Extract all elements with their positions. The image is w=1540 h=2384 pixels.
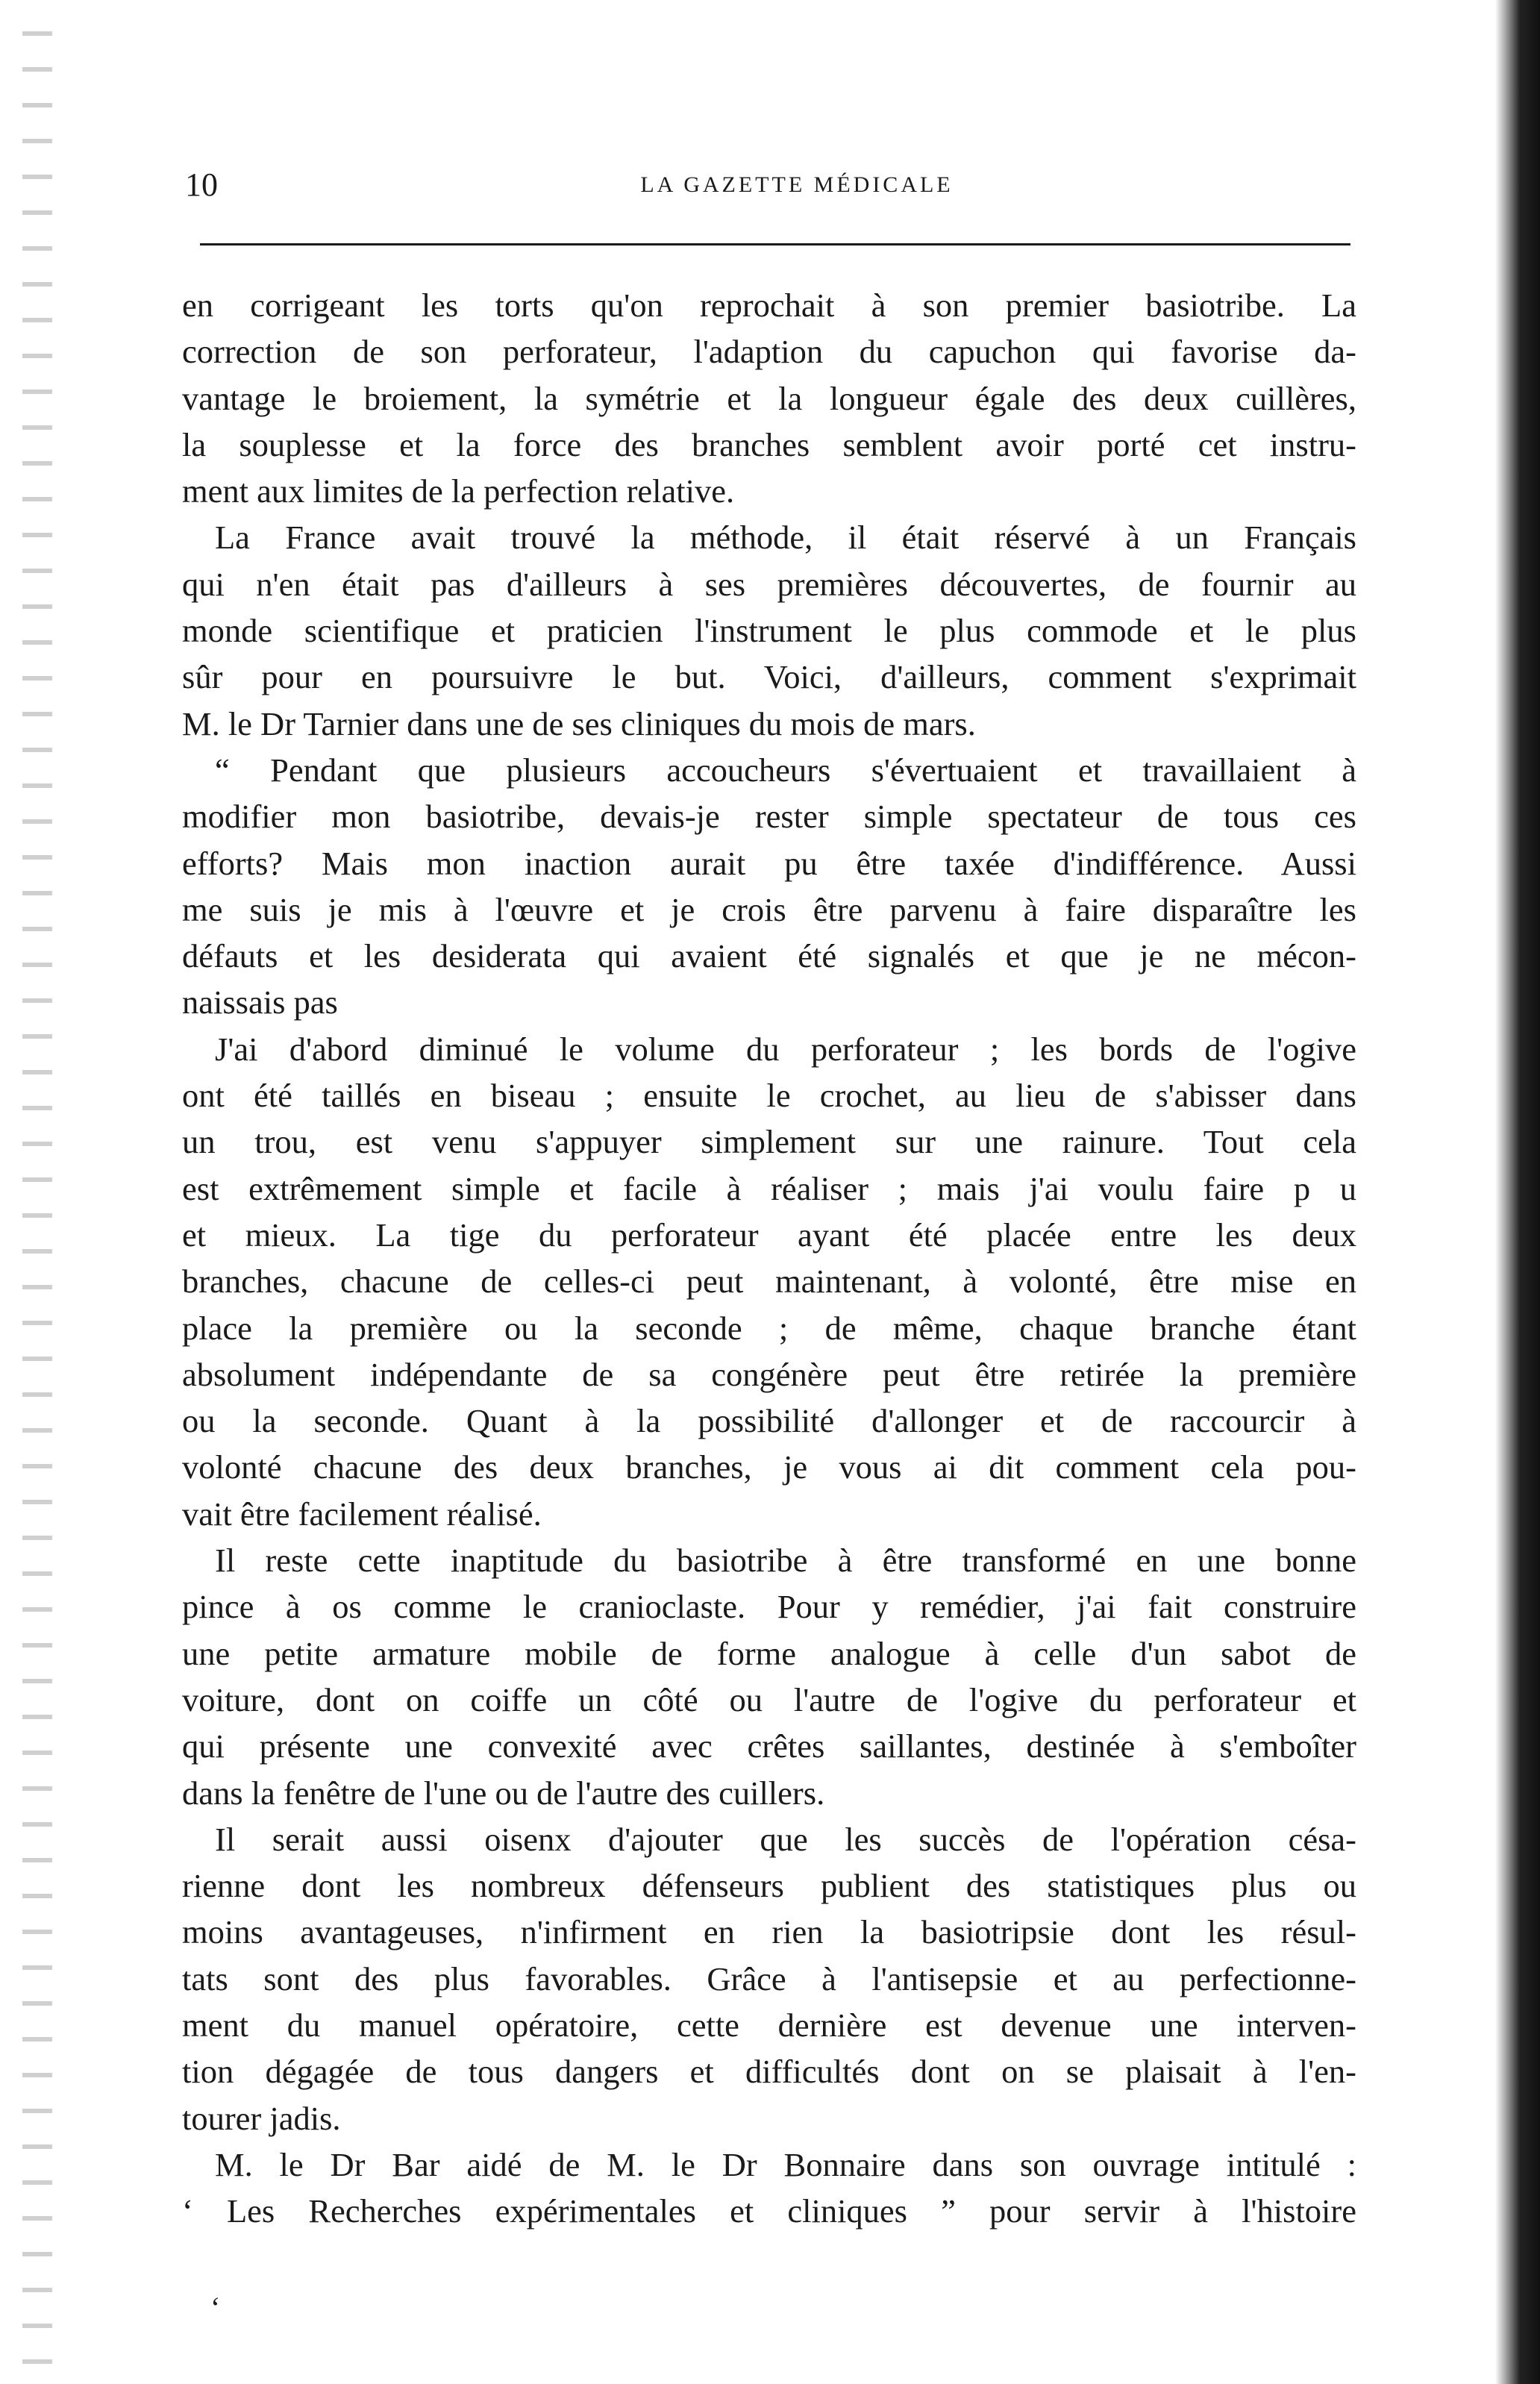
text-line: monde scientifique et praticien l'instrument le plus commode et le plus [182, 612, 1356, 650]
text-line: pince à os comme le cranioclaste. Pour y remédier, j'ai fait construire [182, 1588, 1356, 1626]
text-line: place la première ou la seconde ; de même, chaque branche étant [182, 1309, 1356, 1347]
text-line: branches, chacune de celles-ci peut maintenant, à volonté, être mise en [182, 1263, 1356, 1301]
text-line: tats sont des plus favorables. Grâce à l'antisepsie et au perfectionne- [182, 1959, 1356, 1997]
text-line: ment aux limites de la perfection relative. [182, 472, 735, 510]
paragraph [182, 1816, 1356, 2141]
body-text [182, 282, 1356, 2234]
paragraph [182, 747, 1356, 1026]
text-line: vait être facilement réalisé. [182, 1495, 542, 1533]
text-line: et mieux. La tige du perforateur ayant été placée entre les deux [182, 1216, 1356, 1254]
text-line: un trou, est venu s'appuyer simplement sur une rainure. Tout cela [182, 1123, 1356, 1161]
text-line: qui présente une convexité avec crêtes saillantes, destinée à s'emboîter [182, 1727, 1356, 1765]
text-line: une petite armature mobile de forme analogue à celle d'un sabot de [182, 1634, 1356, 1672]
text-line: M. le Dr Tarnier dans une de ses cliniques du mois de mars. [182, 704, 976, 742]
paragraph [182, 1537, 1356, 1816]
text-line: modifier mon basiotribe, devais-je rester simple spectateur de tous ces [182, 798, 1356, 836]
paragraph [182, 282, 1356, 514]
text-line: ment du manuel opératoire, cette dernière est devenue une interven- [182, 2006, 1356, 2044]
text-line: me suis je mis à l'œuvre et je crois être parvenu à faire disparaître les [182, 890, 1356, 928]
text-line: est extrêmement simple et facile à réaliser ; mais j'ai voulu faire p u [182, 1169, 1356, 1207]
text-line: qui n'en était pas d'ailleurs à ses premières découvertes, de fournir au [182, 565, 1356, 603]
text-line: rienne dont les nombreux défenseurs publient des statistiques plus ou [182, 1867, 1356, 1905]
text-line: défauts et les desiderata qui avaient été signalés et que je ne mécon- [182, 937, 1356, 975]
paragraph [182, 2141, 1356, 2235]
text-line: Il serait aussi oisenx d'ajouter que les succès de l'opération césa- [215, 1820, 1356, 1858]
page-number: 10 [185, 166, 218, 203]
text-line: la souplesse et la force des branches semblent avoir porté cet instru- [182, 425, 1356, 463]
page-header [185, 163, 1349, 207]
paragraph [182, 1026, 1356, 1537]
text-line: ou la seconde. Quant à la possibilité d'allonger et de raccourcir à [182, 1402, 1356, 1440]
text-line: efforts? Mais mon inaction aurait pu être taxée d'indifférence. Aussi [182, 844, 1356, 882]
text-line: J'ai d'abord diminué le volume du perforateur ; les bords de l'ogive [215, 1030, 1356, 1068]
text-line: La France avait trouvé la méthode, il était réservé à un Français [215, 519, 1356, 557]
text-line: naissais pas [182, 983, 338, 1022]
scan-binding-edge [1495, 0, 1540, 2384]
text-line: moins avantageuses, n'infirment en rien la basiotripsie dont les résul- [182, 1913, 1356, 1951]
paragraph [182, 514, 1356, 746]
text-line: Il reste cette inaptitude du basiotribe à être transformé en une bonne [215, 1542, 1356, 1580]
text-line: vantage le broiement, la symétrie et la longueur égale des deux cuillères, [182, 379, 1356, 417]
text-line: correction de son perforateur, l'adaption du capuchon qui favorise da- [182, 333, 1356, 371]
text-line: tourer jadis. [182, 2099, 341, 2137]
scan-edge-marks [22, 0, 52, 2384]
text-line: ont été taillés en biseau ; ensuite le crochet, au lieu de s'abisser dans [182, 1077, 1356, 1115]
header-rule [200, 243, 1350, 245]
text-line: dans la fenêtre de l'une ou de l'autre des cuillers. [182, 1774, 825, 1812]
text-line: voiture, dont on coiffe un côté ou l'autre de l'ogive du perforateur et [182, 1680, 1356, 1718]
text-line: volonté chacune des deux branches, je vous ai dit comment cela pou- [182, 1448, 1356, 1486]
text-line: “ Pendant que plusieurs accoucheurs s'évertuaient et travaillaient à [215, 751, 1356, 789]
running-title: LA GAZETTE MÉDICALE [640, 172, 954, 197]
text-line: M. le Dr Bar aidé de M. le Dr Bonnaire dans son ouvrage intitulé : [215, 2145, 1356, 2183]
text-line: absolument indépendante de sa congénère peut être retirée la première [182, 1355, 1356, 1393]
text-line: sûr pour en poursuivre le but. Voici, d'ailleurs, comment s'exprimait [182, 658, 1356, 696]
footer-mark: ‘ [210, 2291, 221, 2324]
text-line: en corrigeant les torts qu'on reprochait à son premier basiotribe. La [182, 287, 1356, 324]
text-line: ‘ Les Recherches expérimentales et cliniques ” pour servir à l'histoire [182, 2192, 1356, 2230]
text-line: tion dégagée de tous dangers et difficultés dont on se plaisait à l'en- [182, 2053, 1356, 2091]
